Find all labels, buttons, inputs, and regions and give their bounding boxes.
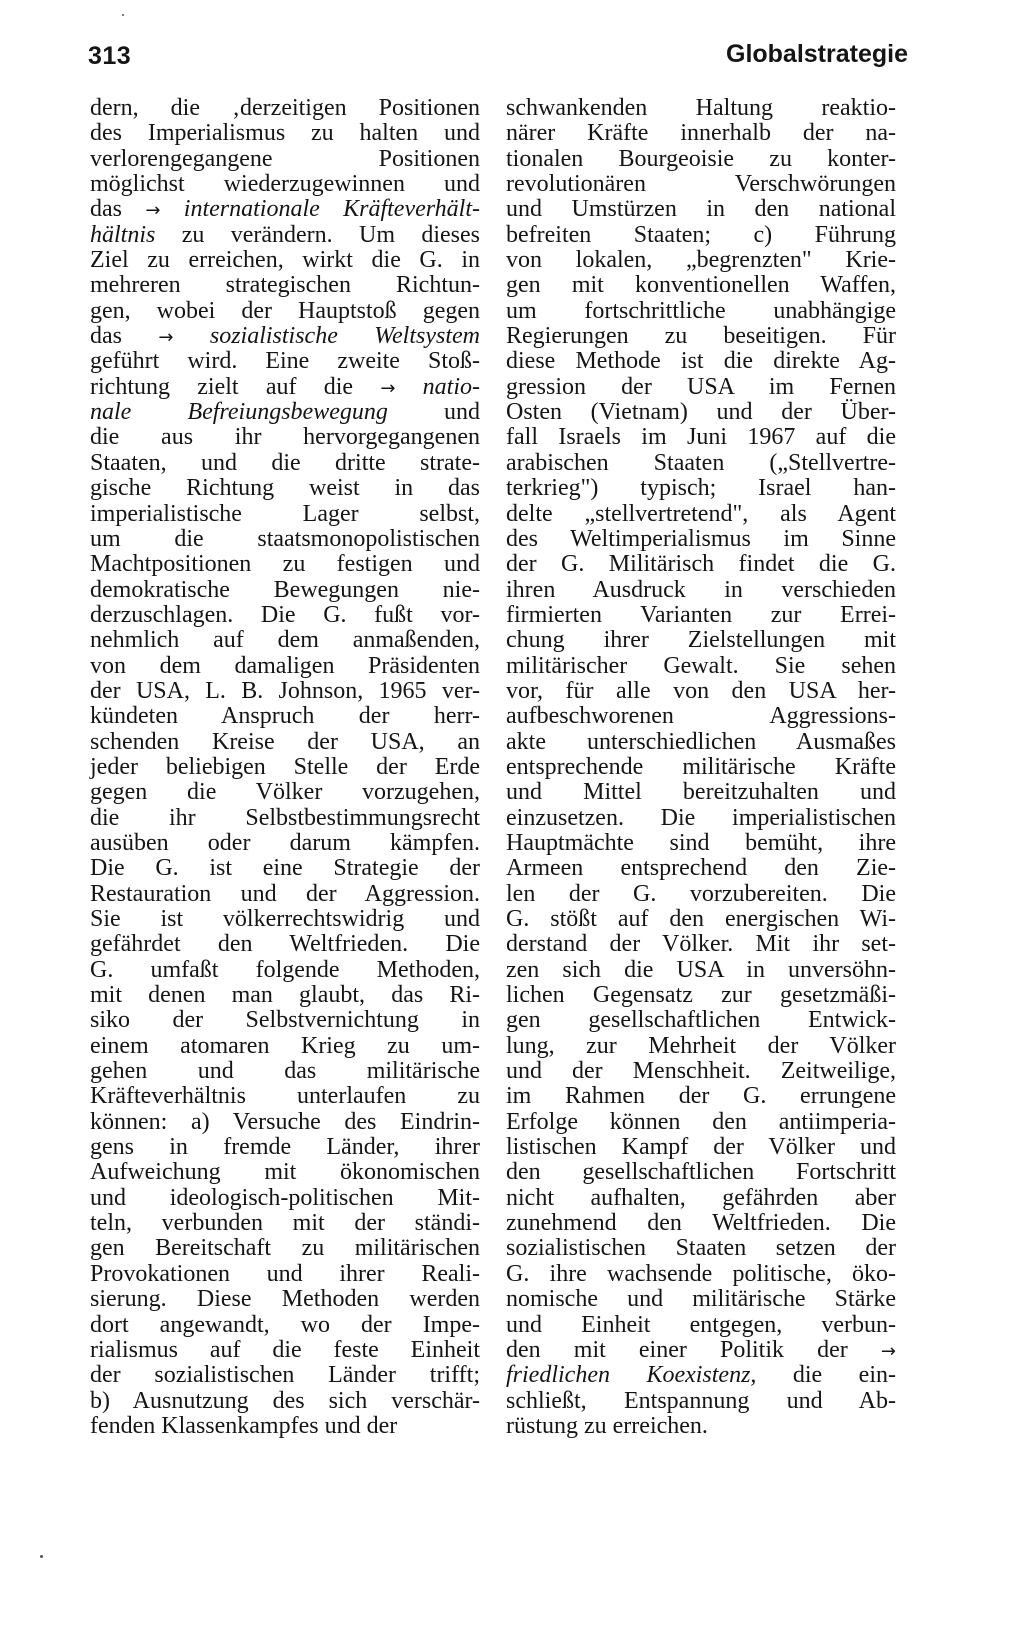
text-line: firmierten Varianten zur Errei- bbox=[506, 601, 896, 628]
text-line: gehen und das militärische bbox=[90, 1058, 480, 1085]
text-line: b) Ausnutzung des sich verschär- bbox=[90, 1387, 480, 1414]
text-line: akte unterschiedlichen Ausmaßes bbox=[506, 728, 896, 755]
text-line: von dem damaligen Präsidenten bbox=[90, 652, 480, 679]
text-line: jeder beliebigen Stelle der Erde bbox=[90, 753, 480, 780]
cross-reference-term: hältnis bbox=[90, 221, 156, 248]
text-line: Erfolge können den antiimperia- bbox=[506, 1108, 896, 1135]
text-line: gen mit konventionellen Waffen, bbox=[506, 272, 896, 299]
text-line: schließt, Entspannung und Ab- bbox=[506, 1387, 896, 1414]
text-line: und Mittel bereitzuhalten und bbox=[506, 779, 896, 806]
text-line bbox=[90, 197, 480, 222]
text-line: närer Kräfte innerhalb der na- bbox=[506, 120, 896, 147]
line-text: zu verändern. Um dieses bbox=[155, 221, 480, 248]
text-line: siko der Selbstvernichtung in bbox=[90, 1007, 480, 1034]
text-line: sozialistischen Staaten setzen der bbox=[506, 1235, 896, 1262]
text-line bbox=[90, 375, 480, 400]
right-text-column bbox=[506, 96, 896, 1439]
text-line: imperialistische Lager selbst, bbox=[90, 500, 480, 527]
text-line: ausüben oder darum kämpfen. bbox=[90, 829, 480, 856]
text-line: Machtpositionen zu festigen und bbox=[90, 551, 480, 578]
text-line: derzuschlagen. Die G. fußt vor- bbox=[90, 601, 480, 628]
text-line: Hauptmächte sind bemüht, ihre bbox=[506, 829, 896, 856]
text-line bbox=[506, 1338, 896, 1363]
text-line: Ziel zu erreichen, wirkt die G. in bbox=[90, 247, 480, 274]
text-line: gen Bereitschaft zu militärischen bbox=[90, 1235, 480, 1262]
text-line: von lokalen, „begrenzten" Krie- bbox=[506, 247, 896, 274]
text-line: nehmlich auf dem anmaßenden, bbox=[90, 627, 480, 654]
text-line: G. umfaßt folgende Methoden, bbox=[90, 956, 480, 983]
page-header bbox=[0, 38, 1024, 78]
text-line: listischen Kampf der Völker und bbox=[506, 1134, 896, 1161]
text-line: gression der USA im Fernen bbox=[506, 373, 896, 400]
left-text-column bbox=[90, 96, 480, 1439]
text-line: gen, wobei der Hauptstoß gegen bbox=[90, 297, 480, 324]
text-line: der G. Militärisch findet die G. bbox=[506, 551, 896, 578]
text-line: nicht aufhalten, gefährden aber bbox=[506, 1184, 896, 1211]
text-line: nomische und militärische Stärke bbox=[506, 1286, 896, 1313]
text-line: fall Israels im Juni 1967 auf die bbox=[506, 424, 896, 451]
text-line: zunehmend den Weltfrieden. Die bbox=[506, 1210, 896, 1237]
text-line bbox=[90, 324, 480, 349]
text-line: vor, für alle von den USA her- bbox=[506, 677, 896, 704]
running-head: Globalstrategie bbox=[726, 40, 908, 68]
cross-reference-term: nale Befreiungsbewegung bbox=[90, 399, 388, 426]
text-line: um die staatsmonopolistischen bbox=[90, 525, 480, 552]
text-line: gefährdet den Weltfrieden. Die bbox=[90, 931, 480, 958]
cross-reference-term: friedlichen Koexistenz, bbox=[506, 1362, 757, 1389]
cross-reference-term: sozialistische Weltsystem bbox=[173, 323, 480, 350]
text-line: arabischen Staaten („Stellvertre- bbox=[506, 449, 896, 476]
text-line: revolutionären Verschwörungen bbox=[506, 171, 896, 198]
text-line: dort angewandt, wo der Impe- bbox=[90, 1311, 480, 1338]
text-line: des Imperialismus zu halten und bbox=[90, 120, 480, 147]
text-line: gens in fremde Länder, ihrer bbox=[90, 1134, 480, 1161]
text-line: der sozialistischen Länder trifft; bbox=[90, 1362, 480, 1389]
text-line: des Weltimperialismus im Sinne bbox=[506, 525, 896, 552]
page-number: 313 bbox=[88, 42, 132, 70]
text-line: delte „stellvertretend", als Agent bbox=[506, 500, 896, 527]
text-line: rialismus auf die feste Einheit bbox=[90, 1336, 480, 1363]
text-line: lung, zur Mehrheit der Völker bbox=[506, 1032, 896, 1059]
cross-reference-arrow-icon: → bbox=[145, 200, 161, 222]
text-line: schenden Kreise der USA, an bbox=[90, 728, 480, 755]
text-line: gische Richtung weist in das bbox=[90, 475, 480, 502]
cross-reference-term: natio- bbox=[395, 373, 480, 400]
text-line: können: a) Versuche des Eindrin- bbox=[90, 1108, 480, 1135]
scan-speck bbox=[40, 1555, 43, 1558]
text-line: aufbeschworenen Aggressions- bbox=[506, 703, 896, 730]
line-text: und bbox=[387, 399, 480, 426]
text-line: und Einheit entgegen, verbun- bbox=[506, 1311, 896, 1338]
text-line: derstand der Völker. Mit ihr set- bbox=[506, 931, 896, 958]
text-line: entsprechende militärische Kräfte bbox=[506, 753, 896, 780]
scan-speck bbox=[122, 14, 124, 16]
text-line: einzusetzen. Die imperialistischen bbox=[506, 804, 896, 831]
text-line: im Rahmen der G. errungene bbox=[506, 1083, 896, 1110]
text-line: zen sich die USA in unversöhn- bbox=[506, 956, 896, 983]
text-line: gen gesellschaftlichen Entwick- bbox=[506, 1007, 896, 1034]
line-text: das bbox=[90, 196, 146, 223]
text-line: den gesellschaftlichen Fortschritt bbox=[506, 1159, 896, 1186]
text-line: der USA, L. B. Johnson, 1965 ver- bbox=[90, 677, 480, 704]
text-line bbox=[90, 223, 480, 248]
line-text: den mit einer Politik der bbox=[506, 1336, 881, 1363]
line-text: die ein- bbox=[756, 1362, 896, 1389]
text-line: militärischer Gewalt. Sie sehen bbox=[506, 652, 896, 679]
text-line: einem atomaren Krieg zu um- bbox=[90, 1032, 480, 1059]
text-line: möglichst wiederzugewinnen und bbox=[90, 171, 480, 198]
text-line: G. stößt auf den energischen Wi- bbox=[506, 906, 896, 932]
text-line: ihren Ausdruck in verschieden bbox=[506, 576, 896, 603]
text-line: diese Methode ist die direkte Ag- bbox=[506, 348, 896, 375]
text-line: verlorengegangene Positionen bbox=[90, 145, 480, 172]
text-line: demokratische Bewegungen nie- bbox=[90, 576, 480, 603]
text-line: terkrieg") typisch; Israel han- bbox=[506, 475, 896, 502]
text-line: teln, verbunden mit der ständi- bbox=[90, 1210, 480, 1237]
text-line: Restauration und der Aggression. bbox=[90, 880, 480, 907]
line-text: richtung zielt auf die bbox=[90, 373, 381, 400]
text-line: Regierungen zu beseitigen. Für bbox=[506, 323, 896, 350]
text-line: und ideologisch-politischen Mit- bbox=[90, 1184, 480, 1211]
text-line: fenden Klassenkampfes und der bbox=[90, 1412, 398, 1439]
text-line: tionalen Bourgeoisie zu konter- bbox=[506, 145, 896, 172]
text-line: mit denen man glaubt, das Ri- bbox=[90, 982, 480, 1009]
text-line: len der G. vorzubereiten. Die bbox=[506, 880, 896, 907]
text-line: die aus ihr hervorgegangenen bbox=[90, 424, 480, 451]
text-line: gegen die Völker vorzugehen, bbox=[90, 779, 480, 806]
text-line: sierung. Diese Methoden werden bbox=[90, 1286, 480, 1313]
text-line: mehreren strategischen Richtun- bbox=[90, 272, 480, 299]
cross-reference-term: internationale Kräfteverhält- bbox=[160, 196, 480, 223]
text-line: Provokationen und ihrer Reali- bbox=[90, 1260, 480, 1287]
text-line: befreiten Staaten; c) Führung bbox=[506, 221, 896, 248]
text-line: schwankenden Haltung reaktio- bbox=[506, 95, 896, 121]
text-line: geführt wird. Eine zweite Stoß- bbox=[90, 348, 480, 375]
line-text: das bbox=[90, 323, 159, 350]
text-line: dern, die ‚derzeitigen Positionen bbox=[90, 95, 480, 121]
text-line: Die G. ist eine Strategie der bbox=[90, 855, 480, 882]
text-line bbox=[90, 400, 480, 425]
text-line: die ihr Selbstbestimmungsrecht bbox=[90, 804, 480, 831]
text-line: rüstung zu erreichen. bbox=[506, 1412, 708, 1439]
text-line: kündeten Anspruch der herr- bbox=[90, 703, 480, 730]
text-line: Kräfteverhältnis unterlaufen zu bbox=[90, 1083, 480, 1110]
cross-reference-arrow-icon: → bbox=[880, 1340, 896, 1362]
text-line: Armeen entsprechend den Zie- bbox=[506, 855, 896, 882]
text-line: Sie ist völkerrechtswidrig und bbox=[90, 906, 480, 932]
text-line: Osten (Vietnam) und der Über- bbox=[506, 399, 896, 426]
text-line: chung ihrer Zielstellungen mit bbox=[506, 627, 896, 654]
text-line: Staaten, und die dritte strate- bbox=[90, 449, 480, 476]
text-line: um fortschrittliche unabhängige bbox=[506, 297, 896, 324]
text-line bbox=[506, 1363, 896, 1388]
text-line: und Umstürzen in den national bbox=[506, 196, 896, 223]
text-line: lichen Gegensatz zur gesetzmäßi- bbox=[506, 982, 896, 1009]
cross-reference-arrow-icon: → bbox=[158, 327, 174, 349]
cross-reference-arrow-icon: → bbox=[380, 377, 396, 399]
text-line: und der Menschheit. Zeitweilige, bbox=[506, 1058, 896, 1085]
text-line: G. ihre wachsende politische, öko- bbox=[506, 1260, 896, 1287]
text-line: Aufweichung mit ökonomischen bbox=[90, 1159, 480, 1186]
